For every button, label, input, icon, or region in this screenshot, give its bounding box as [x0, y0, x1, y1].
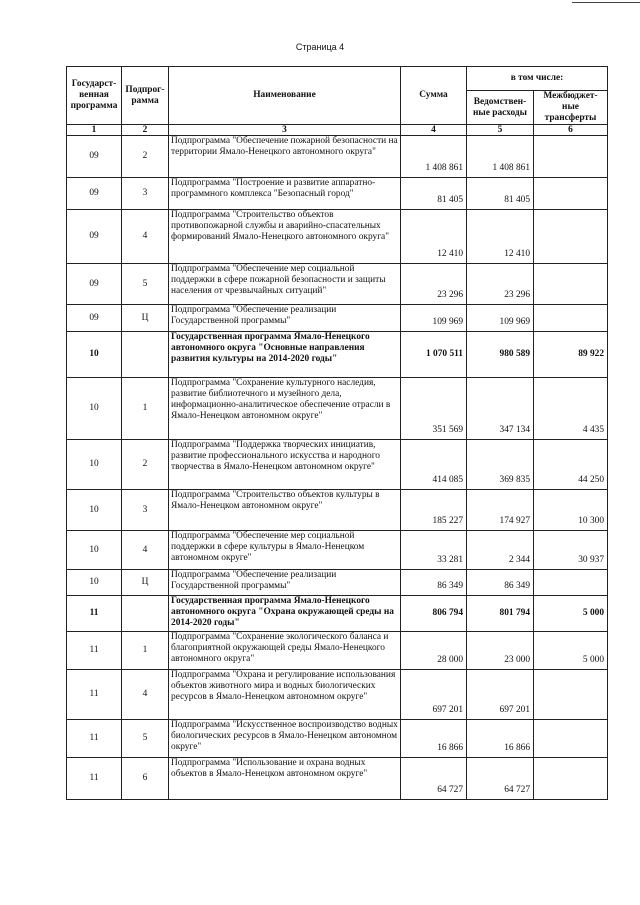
interbudget-cell: 4 435 — [534, 378, 608, 440]
interbudget-cell — [534, 720, 608, 758]
interbudget-cell — [534, 210, 608, 264]
interbudget-cell: 5 000 — [534, 596, 608, 632]
table-row — [67, 570, 608, 596]
header-including: в том числе: — [467, 67, 608, 91]
table-row — [67, 264, 608, 305]
program-cell: 11 — [67, 670, 122, 720]
name-cell: Подпрограмма "Обеспечение реализации Государственной программы" — [169, 305, 401, 332]
program-cell: 09 — [67, 136, 122, 178]
column-number: 2 — [122, 125, 169, 136]
sum-cell: 414 085 — [401, 440, 467, 490]
departmental-cell: 1 408 861 — [467, 136, 534, 178]
subprogram-cell: 6 — [122, 758, 169, 800]
budget-table — [66, 66, 608, 800]
departmental-cell: 16 866 — [467, 720, 534, 758]
sum-cell: 1 070 511 — [401, 332, 467, 378]
subprogram-cell: 5 — [122, 720, 169, 758]
interbudget-cell — [534, 670, 608, 720]
interbudget-cell: 30 937 — [534, 531, 608, 570]
table-row — [67, 720, 608, 758]
name-cell: Подпрограмма "Сохранение культурного наследия, развитие библиотечного и музейного дела, информационно-аналитическое обеспечение отрасли в Ямало-Ненецком автономном округе" — [169, 378, 401, 440]
sum-cell: 185 227 — [401, 490, 467, 531]
column-number: 6 — [534, 125, 608, 136]
departmental-cell: 980 589 — [467, 332, 534, 378]
interbudget-cell: 5 000 — [534, 632, 608, 670]
header-name: Наименование — [169, 67, 401, 125]
table-row — [67, 632, 608, 670]
interbudget-cell — [534, 178, 608, 210]
departmental-cell: 23 000 — [467, 632, 534, 670]
subprogram-cell — [122, 596, 169, 632]
name-cell: Подпрограмма "Построение и развитие аппаратно-программного комплекса "Безопасный город" — [169, 178, 401, 210]
column-number: 4 — [401, 125, 467, 136]
column-number: 5 — [467, 125, 534, 136]
program-cell: 11 — [67, 720, 122, 758]
sum-cell: 23 296 — [401, 264, 467, 305]
sum-cell: 351 569 — [401, 378, 467, 440]
interbudget-cell — [534, 136, 608, 178]
sum-cell: 86 349 — [401, 570, 467, 596]
header-departmental: Ведомствен-ные расходы — [467, 91, 534, 125]
subprogram-cell: 2 — [122, 440, 169, 490]
sum-cell: 806 794 — [401, 596, 467, 632]
subprogram-cell: 1 — [122, 632, 169, 670]
sum-cell: 28 000 — [401, 632, 467, 670]
program-cell: 11 — [67, 632, 122, 670]
program-cell: 10 — [67, 490, 122, 531]
sum-cell: 16 866 — [401, 720, 467, 758]
subprogram-cell: 1 — [122, 378, 169, 440]
subprogram-cell: 3 — [122, 490, 169, 531]
departmental-cell: 347 134 — [467, 378, 534, 440]
interbudget-cell — [534, 758, 608, 800]
departmental-cell: 86 349 — [467, 570, 534, 596]
table-row — [67, 670, 608, 720]
table-row — [67, 136, 608, 178]
subprogram-cell: 3 — [122, 178, 169, 210]
departmental-cell: 697 201 — [467, 670, 534, 720]
name-cell: Подпрограмма "Искусственное воспроизводство водных биологических ресурсов в Ямало-Ненецком автономном округе" — [169, 720, 401, 758]
subprogram-cell — [122, 332, 169, 378]
header-subprogram: Подпрог-рамма — [122, 67, 169, 125]
sum-cell: 81 405 — [401, 178, 467, 210]
departmental-cell: 23 296 — [467, 264, 534, 305]
departmental-cell: 174 927 — [467, 490, 534, 531]
program-cell: 09 — [67, 210, 122, 264]
page-label: Страница 4 — [295, 42, 345, 52]
column-number: 3 — [169, 125, 401, 136]
program-cell: 10 — [67, 570, 122, 596]
header-interbudget: Межбюджет-ные трансферты — [534, 91, 608, 125]
name-cell: Государственная программа Ямало-Ненецкого автономного округа "Охрана окружающей среды на 2014-2020 годы" — [169, 596, 401, 632]
top-rule — [572, 2, 640, 3]
interbudget-cell: 10 300 — [534, 490, 608, 531]
table-row — [67, 758, 608, 800]
subprogram-cell: 4 — [122, 210, 169, 264]
header-sum: Сумма — [401, 67, 467, 125]
departmental-cell: 2 344 — [467, 531, 534, 570]
table-row — [67, 332, 608, 378]
departmental-cell: 109 969 — [467, 305, 534, 332]
subprogram-cell: Ц — [122, 305, 169, 332]
name-cell: Подпрограмма "Сохранение экологического баланса и благоприятной окружающей среды Ямало-Ненецкого автономного округа" — [169, 632, 401, 670]
departmental-cell: 81 405 — [467, 178, 534, 210]
program-cell: 10 — [67, 332, 122, 378]
program-cell: 09 — [67, 178, 122, 210]
column-number: 1 — [67, 125, 122, 136]
name-cell: Государственная программа Ямало-Ненецкого автономного округа "Основные направления развития культуры на 2014-2020 годы" — [169, 332, 401, 378]
table-row — [67, 531, 608, 570]
sum-cell: 64 727 — [401, 758, 467, 800]
subprogram-cell: 2 — [122, 136, 169, 178]
name-cell: Подпрограмма "Использование и охрана водных объектов в Ямало-Ненецком автономном округе" — [169, 758, 401, 800]
subprogram-cell: 4 — [122, 531, 169, 570]
program-cell: 11 — [67, 758, 122, 800]
program-cell: 09 — [67, 264, 122, 305]
table-row — [67, 440, 608, 490]
interbudget-cell — [534, 264, 608, 305]
sum-cell: 1 408 861 — [401, 136, 467, 178]
name-cell: Подпрограмма "Строительство объектов противопожарной службы и аварийно-спасательных формирований Ямало-Ненецкого автономного округа" — [169, 210, 401, 264]
sum-cell: 33 281 — [401, 531, 467, 570]
interbudget-cell — [534, 570, 608, 596]
subprogram-cell: 4 — [122, 670, 169, 720]
sum-cell: 697 201 — [401, 670, 467, 720]
table-row — [67, 210, 608, 264]
sum-cell: 12 410 — [401, 210, 467, 264]
program-cell: 11 — [67, 596, 122, 632]
name-cell: Подпрограмма "Обеспечение мер социальной поддержки в сфере культуры в Ямало-Ненецком автономном округе" — [169, 531, 401, 570]
program-cell: 10 — [67, 378, 122, 440]
header-program: Государст-венная программа — [67, 67, 122, 125]
name-cell: Подпрограмма "Поддержка творческих инициатив, развитие профессионального искусства и народного творчества в Ямало-Ненецком автономном округе" — [169, 440, 401, 490]
name-cell: Подпрограмма "Обеспечение мер социальной поддержки в сфере пожарной безопасности и защиты населения от чрезвычайных ситуаций" — [169, 264, 401, 305]
interbudget-cell: 44 250 — [534, 440, 608, 490]
name-cell: Подпрограмма "Строительство объектов культуры в Ямало-Ненецком автономном округе" — [169, 490, 401, 531]
name-cell: Подпрограмма "Охрана и регулирование использования объектов животного мира и водных биологических ресурсов в Ямало-Ненецком автономном округе" — [169, 670, 401, 720]
subprogram-cell: 5 — [122, 264, 169, 305]
interbudget-cell: 89 922 — [534, 332, 608, 378]
program-cell: 10 — [67, 531, 122, 570]
table-row — [67, 305, 608, 332]
departmental-cell: 12 410 — [467, 210, 534, 264]
interbudget-cell — [534, 305, 608, 332]
program-cell: 10 — [67, 440, 122, 490]
program-cell: 09 — [67, 305, 122, 332]
table-row — [67, 490, 608, 531]
table-row — [67, 178, 608, 210]
departmental-cell: 369 835 — [467, 440, 534, 490]
sum-cell: 109 969 — [401, 305, 467, 332]
departmental-cell: 64 727 — [467, 758, 534, 800]
table-row — [67, 596, 608, 632]
name-cell: Подпрограмма "Обеспечение реализации Государственной программы" — [169, 570, 401, 596]
name-cell: Подпрограмма "Обеспечение пожарной безопасности на территории Ямало-Ненецкого автономного округа" — [169, 136, 401, 178]
table-row — [67, 378, 608, 440]
departmental-cell: 801 794 — [467, 596, 534, 632]
subprogram-cell: Ц — [122, 570, 169, 596]
